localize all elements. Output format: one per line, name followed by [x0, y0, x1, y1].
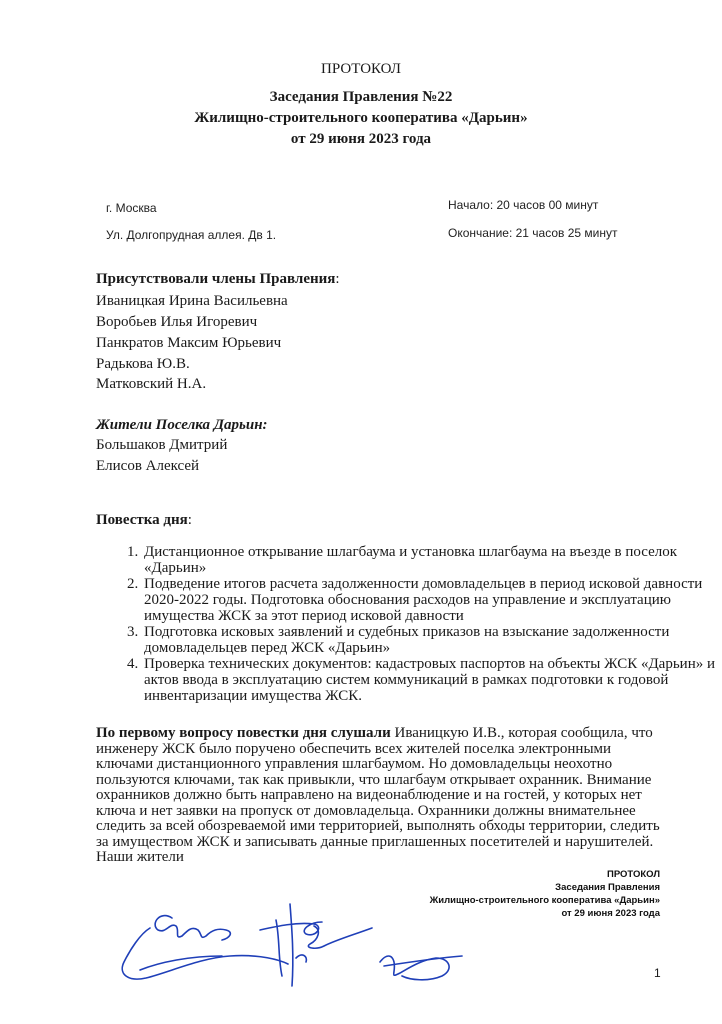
document-title: ПРОТОКОЛ [321, 61, 401, 77]
board-member: Воробьев Илья Игоревич [96, 314, 258, 330]
signature-2 [276, 920, 282, 976]
agenda-item: 4. Проверка технических документов: кадастровых паспортов на объекты ЖСК «Дарьин» и актов ввода в эксплуатацию систем коммуникаций в рамках подготовки к годовой инвентаризации имущества ЖСК. [142, 656, 722, 704]
first-question-paragraph [96, 726, 662, 866]
signature-3 [380, 956, 449, 980]
address: Ул. Долгопрудная аллея. Дв 1. [106, 228, 277, 242]
meeting-date: от 29 июня 2023 года [290, 131, 432, 147]
footer-line1: Заседания Правления [555, 882, 660, 893]
footer-line2: Жилищно-строительного кооператива «Дарьин» [429, 895, 660, 906]
first-question-text: Иваницкую И.В., которая сообщила, что инженеру ЖСК было поручено обеспечить всех жителей поселка электронными ключами дистанционного управления шлагбаумом. Но домовладельцы неохотно пользуются ключами, так как привыкли, что шлагбаум открывает охранник. Внимание охранников должно быть направлено на видеонаблюдение и на гостей, у которых нет ключа и нет заявки на пропуск от домовладельца. Охранники должны внимательнее следить за всей обозреваемой ими территорией, выполнять обходы территории, следить за имуществом ЖСК и записывать данные приглашенных посетителей и нарушителей. Наши жители [96, 725, 660, 865]
residents-heading: Жители Поселка Дарьин: [96, 417, 268, 433]
agenda-item: 2. Подведение итогов расчета задолженности домовладельцев в период исковой давности 2020-2022 годы. Подготовка обоснования расходов на управление и эксплуатацию имущества ЖСК за этот период исковой давности [142, 576, 722, 624]
start-time: Начало: 20 часов 00 минут [448, 198, 599, 212]
board-member: Радькова Ю.В. [96, 356, 190, 372]
page-number: 1 [654, 966, 661, 980]
footer-line3: от 29 июня 2023 года [561, 908, 660, 919]
agenda-item: 3. Подготовка исковых заявлений и судебных приказов на взыскание задолженности домовладельцев перед ЖСК «Дарьин» [142, 624, 722, 656]
board-member: Панкратов Максим Юрьевич [96, 335, 282, 351]
footer-title: ПРОТОКОЛ [606, 869, 660, 880]
resident: Большаков Дмитрий [96, 437, 228, 453]
first-question-lead: По первому вопросу повестки дня слушали [96, 725, 391, 741]
agenda-item: 1. Дистанционное открывание шлагбаума и установка шлагбаума на въезде в поселок «Дарьин» [142, 544, 722, 576]
city: г. Москва [106, 201, 157, 215]
resident: Елисов Алексей [96, 458, 200, 474]
board-member: Матковский Н.А. [96, 376, 207, 392]
signature-1 [155, 916, 230, 940]
agenda-list [96, 544, 722, 704]
board-members-heading: Присутствовали члены Правления: [96, 271, 340, 287]
end-time: Окончание: 21 часов 25 минут [448, 226, 618, 240]
signatures [110, 900, 470, 995]
meeting-number: Заседания Правления №22 [269, 89, 453, 105]
organization-name: Жилищно-строительного кооператива «Дарьин» [194, 110, 528, 126]
board-member: Иваницкая Ирина Васильевна [96, 293, 288, 309]
agenda-heading: Повестка дня: [96, 512, 192, 528]
